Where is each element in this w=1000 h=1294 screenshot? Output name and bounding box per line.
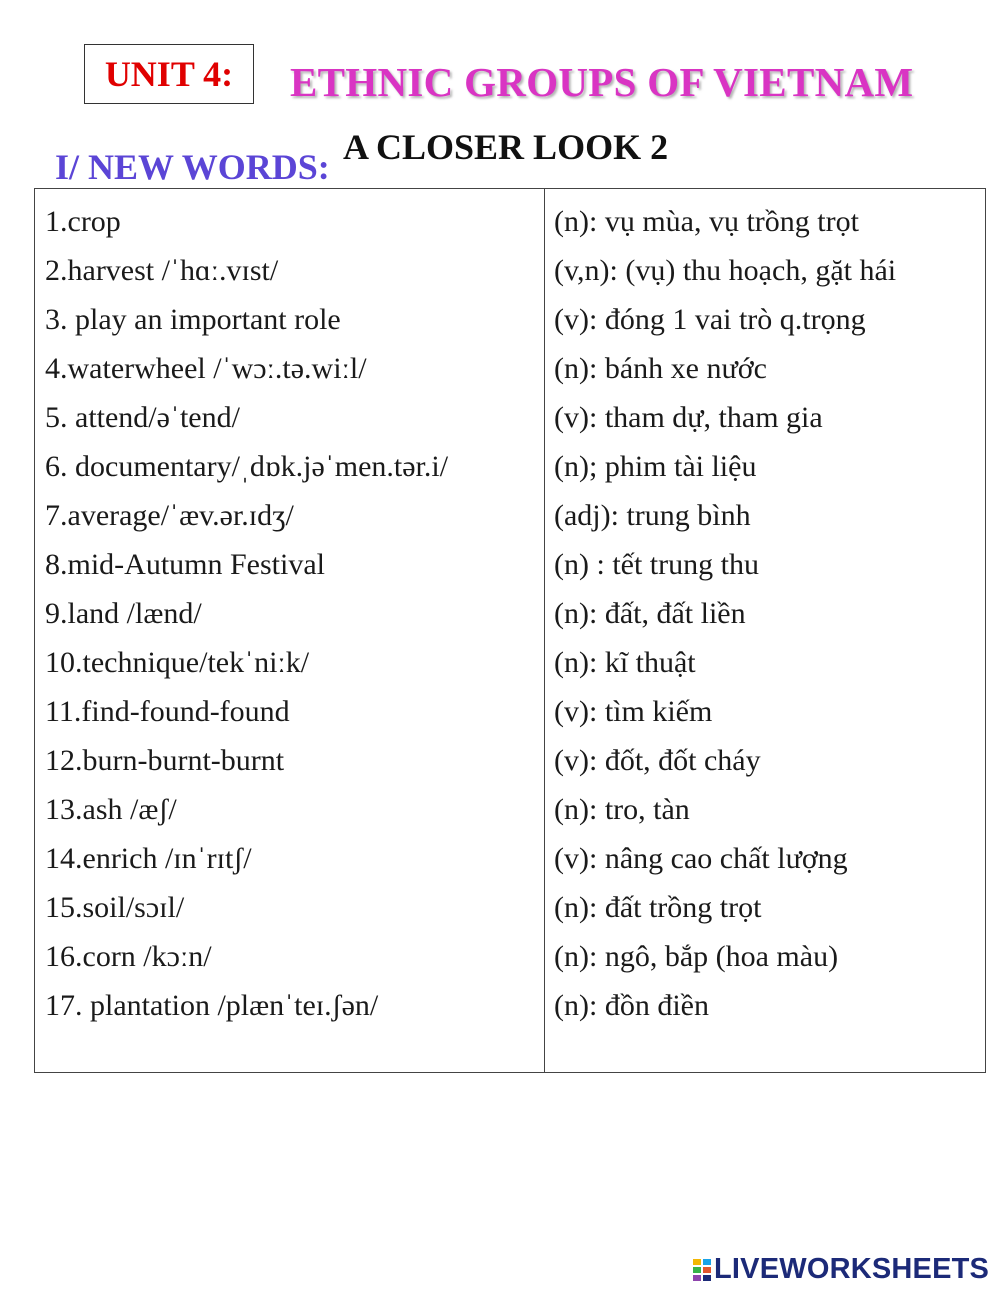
lesson-subtitle: A CLOSER LOOK 2 [343,127,669,167]
vocab-meaning: (v,n): (vụ) thu hoạch, gặt hái [554,254,897,287]
unit-label: UNIT 4: [104,54,234,94]
vietnamese-meanings-column [554,197,984,1030]
vocab-meaning: (n): đất, đất liền [554,597,746,630]
logo-square [692,1266,702,1274]
vocab-term: 3. play an important role [45,303,341,336]
vocab-meaning: (v): tham dự, tham gia [554,401,823,434]
column-divider [544,189,545,1072]
vocab-term: 4.waterwheel /ˈwɔː.tə.wiːl/ [45,352,367,385]
vocab-meaning: (n): bánh xe nước [554,352,767,385]
logo-square [702,1274,712,1282]
vocabulary-table [34,188,986,1073]
vocab-term: 11.find-found-found [45,695,290,728]
vocab-meaning: (n): kĩ thuật [554,646,696,679]
vocab-term: 8.mid-Autumn Festival [45,548,325,581]
vocab-meaning: (n); phim tài liệu [554,450,757,483]
logo-square [702,1266,712,1274]
vocab-meaning: (n): đất trồng trọt [554,891,762,924]
vocab-term: 16.corn /kɔːn/ [45,940,212,973]
vocab-meaning: (v): đốt, đốt cháy [554,744,761,777]
vocab-term: 1.crop [45,205,121,238]
vocab-term: 12.burn-burnt-burnt [45,744,285,777]
liveworksheets-logo[interactable] [692,1253,989,1286]
vocab-meaning: (v): tìm kiếm [554,695,713,728]
logo-square [702,1258,712,1266]
vocab-meaning: (n): ngô, bắp (hoa màu) [554,940,839,973]
vocab-meaning: (n): đồn điền [554,989,709,1022]
liveworksheets-logo-text: LIVEWORKSHEETS [714,1253,990,1285]
section-heading-new-words: I/ NEW WORDS: [55,147,330,187]
vocab-meaning: (n): vụ mùa, vụ trồng trọt [554,205,859,238]
vocab-term: 6. documentary/ˌdɒk.jəˈmen.tər.i/ [45,450,449,483]
unit-label-box [84,44,254,104]
logo-square [692,1258,702,1266]
vocab-term: 15.soil/sɔɪl/ [45,891,185,924]
vocab-meaning: (n) : tết trung thu [554,548,759,581]
vocab-term: 7.average/ˈæv.ər.ɪdʒ/ [45,499,294,532]
liveworksheets-logo-icon [692,1258,712,1282]
vocab-term: 5. attend/əˈtend/ [45,401,240,434]
vocab-term: 14.enrich /ɪnˈrɪtʃ/ [45,842,252,875]
vocab-meaning: (v): nâng cao chất lượng [554,842,848,875]
english-terms-column [45,197,540,1030]
vocab-term: 13.ash /æʃ/ [45,793,177,826]
vocab-term: 9.land /lænd/ [45,597,202,630]
logo-square [692,1274,702,1282]
worksheet-title: ETHNIC GROUPS OF VIETNAM [290,59,914,105]
vocab-meaning: (n): tro, tàn [554,793,690,826]
vocab-term: 2.harvest /ˈhɑː.vɪst/ [45,254,279,287]
vocab-term: 17. plantation /plænˈteɪ.ʃən/ [45,989,379,1022]
vocab-term: 10.technique/tekˈniːk/ [45,646,310,679]
vocab-meaning: (v): đóng 1 vai trò q.trọng [554,303,866,336]
vocab-meaning: (adj): trung bình [554,499,751,532]
